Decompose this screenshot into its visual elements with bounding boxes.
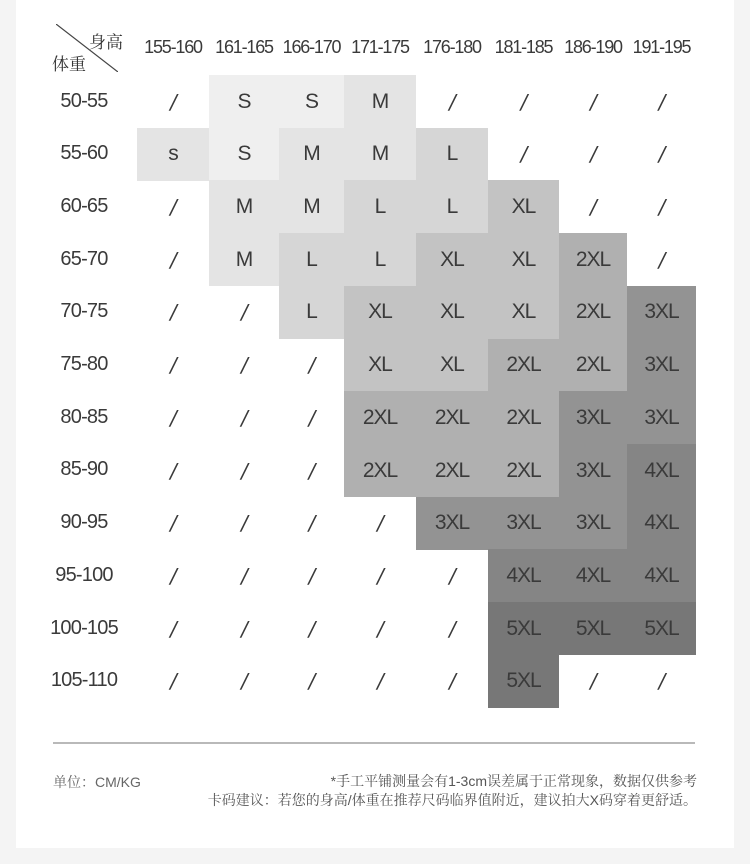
size-cell: 3XL xyxy=(627,339,696,392)
size-cell-empty: / xyxy=(170,300,176,325)
size-cell-empty: / xyxy=(170,458,176,483)
size-cell-empty: / xyxy=(449,669,455,694)
size-cell: XL xyxy=(344,286,416,339)
size-cell-empty: / xyxy=(241,669,247,694)
size-cell-empty: / xyxy=(308,353,315,378)
size-cell-empty: / xyxy=(308,405,315,430)
size-cell: 4XL xyxy=(627,497,696,550)
footer-divider xyxy=(53,742,695,744)
size-cell: 3XL xyxy=(559,391,627,444)
size-cell: 5XL xyxy=(559,602,627,655)
height-header: 171-175 xyxy=(351,36,409,57)
weight-header: 90-95 xyxy=(60,511,108,534)
size-cell-empty: / xyxy=(170,247,176,272)
size-cell: 3XL xyxy=(488,497,559,550)
size-cell-empty: / xyxy=(658,89,665,114)
size-cell: XL xyxy=(488,286,559,339)
weight-header: 55-60 xyxy=(60,142,108,165)
size-cell-empty: / xyxy=(658,195,665,220)
size-cell: M xyxy=(344,75,416,128)
size-cell: 3XL xyxy=(627,286,696,339)
height-header: 166-170 xyxy=(282,36,341,57)
weight-header: 60-65 xyxy=(60,194,108,217)
size-cell: 2XL xyxy=(344,444,416,497)
size-cell: M xyxy=(209,180,279,233)
size-cell-empty: / xyxy=(241,616,247,641)
size-cell: S xyxy=(279,75,344,128)
weight-header: 50-55 xyxy=(60,89,108,112)
weight-header: 105-110 xyxy=(50,669,118,692)
size-cell: XL xyxy=(488,233,559,286)
height-header: 186-190 xyxy=(564,36,622,57)
size-cell-empty: / xyxy=(590,669,596,694)
weight-header: 75-80 xyxy=(60,353,108,375)
size-cell-empty: / xyxy=(170,353,176,378)
size-cell: S xyxy=(209,128,279,181)
size-cell: 4XL xyxy=(627,444,696,497)
size-cell-empty: / xyxy=(377,616,383,641)
size-cell-empty: / xyxy=(170,511,176,536)
size-cell: 2XL xyxy=(344,391,416,444)
height-header: 161-165 xyxy=(215,36,273,57)
size-cell: 2XL xyxy=(559,233,627,286)
height-header: 176-180 xyxy=(423,36,481,57)
size-cell-empty: / xyxy=(241,300,247,325)
size-cell: 3XL xyxy=(559,444,627,497)
size-cell: 4XL xyxy=(488,549,559,602)
corner-weight-label: 体重 xyxy=(52,55,86,74)
size-cell: M xyxy=(279,180,344,233)
size-cell: XL xyxy=(416,286,488,339)
size-cell-empty: / xyxy=(170,616,176,641)
weight-header: 65-70 xyxy=(60,247,108,270)
size-cell: 2XL xyxy=(488,444,559,497)
size-cell: L xyxy=(344,180,416,233)
size-cell-empty: / xyxy=(658,247,665,272)
size-cell: M xyxy=(279,128,344,181)
weight-header: 100-105 xyxy=(50,616,118,639)
size-cell: 3XL xyxy=(559,497,627,550)
size-cell: 2XL xyxy=(488,391,559,444)
size-cell-empty: / xyxy=(170,89,176,114)
size-cell: L xyxy=(279,286,344,339)
size-cell-empty: / xyxy=(241,405,247,430)
size-cell-empty: / xyxy=(449,563,455,588)
corner-height-label: 身高 xyxy=(89,33,123,52)
height-header: 191-195 xyxy=(632,36,691,57)
weight-header: 85-90 xyxy=(60,458,108,481)
size-cell-empty: / xyxy=(308,563,315,588)
size-cell: 5XL xyxy=(488,655,559,708)
size-cell-empty: / xyxy=(377,669,383,694)
height-header: 181-185 xyxy=(494,36,553,57)
weight-header: 95-100 xyxy=(55,563,113,586)
size-cell-empty: / xyxy=(241,511,247,536)
size-cell: L xyxy=(344,233,416,286)
size-advice-note: 卡码建议：若您的身高/体重在推荐尺码临界值附近，建议拍大X码穿着更舒适。 xyxy=(207,792,697,808)
size-cell: XL xyxy=(488,180,559,233)
size-cell-empty: / xyxy=(449,616,455,641)
size-cell: XL xyxy=(416,339,488,392)
weight-header: 70-75 xyxy=(60,300,108,323)
size-cell-empty: / xyxy=(377,563,383,588)
size-cell-empty: / xyxy=(590,195,596,220)
size-cell-empty: / xyxy=(308,458,315,483)
size-cell-empty: / xyxy=(658,142,665,167)
size-cell: L xyxy=(416,180,488,233)
size-cell: L xyxy=(279,233,344,286)
size-cell: 2XL xyxy=(416,391,488,444)
unit-label: 单位：CM/KG xyxy=(53,774,141,790)
size-cell: 2XL xyxy=(559,286,627,339)
size-cell-empty: / xyxy=(170,405,176,430)
size-cell: XL xyxy=(344,339,416,392)
size-cell: XL xyxy=(416,233,488,286)
size-cell-empty: / xyxy=(170,563,176,588)
size-cell: 5XL xyxy=(627,602,696,655)
size-cell-empty: / xyxy=(241,458,247,483)
size-cell: M xyxy=(209,233,279,286)
size-cell-empty: / xyxy=(308,511,315,536)
size-cell: 2XL xyxy=(559,339,627,392)
size-cell-empty: / xyxy=(308,669,315,694)
size-cell-empty: / xyxy=(241,353,247,378)
size-cell-empty: / xyxy=(449,89,455,114)
size-cell: 3XL xyxy=(627,391,696,444)
size-cell-empty: / xyxy=(590,142,596,167)
measurement-note: *手工平铺测量会有1-3cm误差属于正常现象，数据仅供参考 xyxy=(330,773,697,789)
size-cell: s xyxy=(137,128,209,181)
size-cell: L xyxy=(416,128,488,181)
size-cell-empty: / xyxy=(658,669,665,694)
size-cell-empty: / xyxy=(308,616,315,641)
size-cell-empty: / xyxy=(170,195,176,220)
size-cell: S xyxy=(209,75,279,128)
size-cell: 3XL xyxy=(416,497,488,550)
size-cell: 2XL xyxy=(416,444,488,497)
size-cell-empty: / xyxy=(520,89,527,114)
size-cell: 4XL xyxy=(559,549,627,602)
height-header: 155-160 xyxy=(144,36,202,57)
size-cell-empty: / xyxy=(241,563,247,588)
size-cell-empty: / xyxy=(590,89,596,114)
size-cell-empty: / xyxy=(170,669,176,694)
size-cell: 2XL xyxy=(488,339,559,392)
size-cell: M xyxy=(344,128,416,181)
size-cell-empty: / xyxy=(520,142,527,167)
weight-header: 80-85 xyxy=(60,405,108,428)
size-cell: 5XL xyxy=(488,602,559,655)
size-cell: 4XL xyxy=(627,549,696,602)
size-cell-empty: / xyxy=(377,511,383,536)
